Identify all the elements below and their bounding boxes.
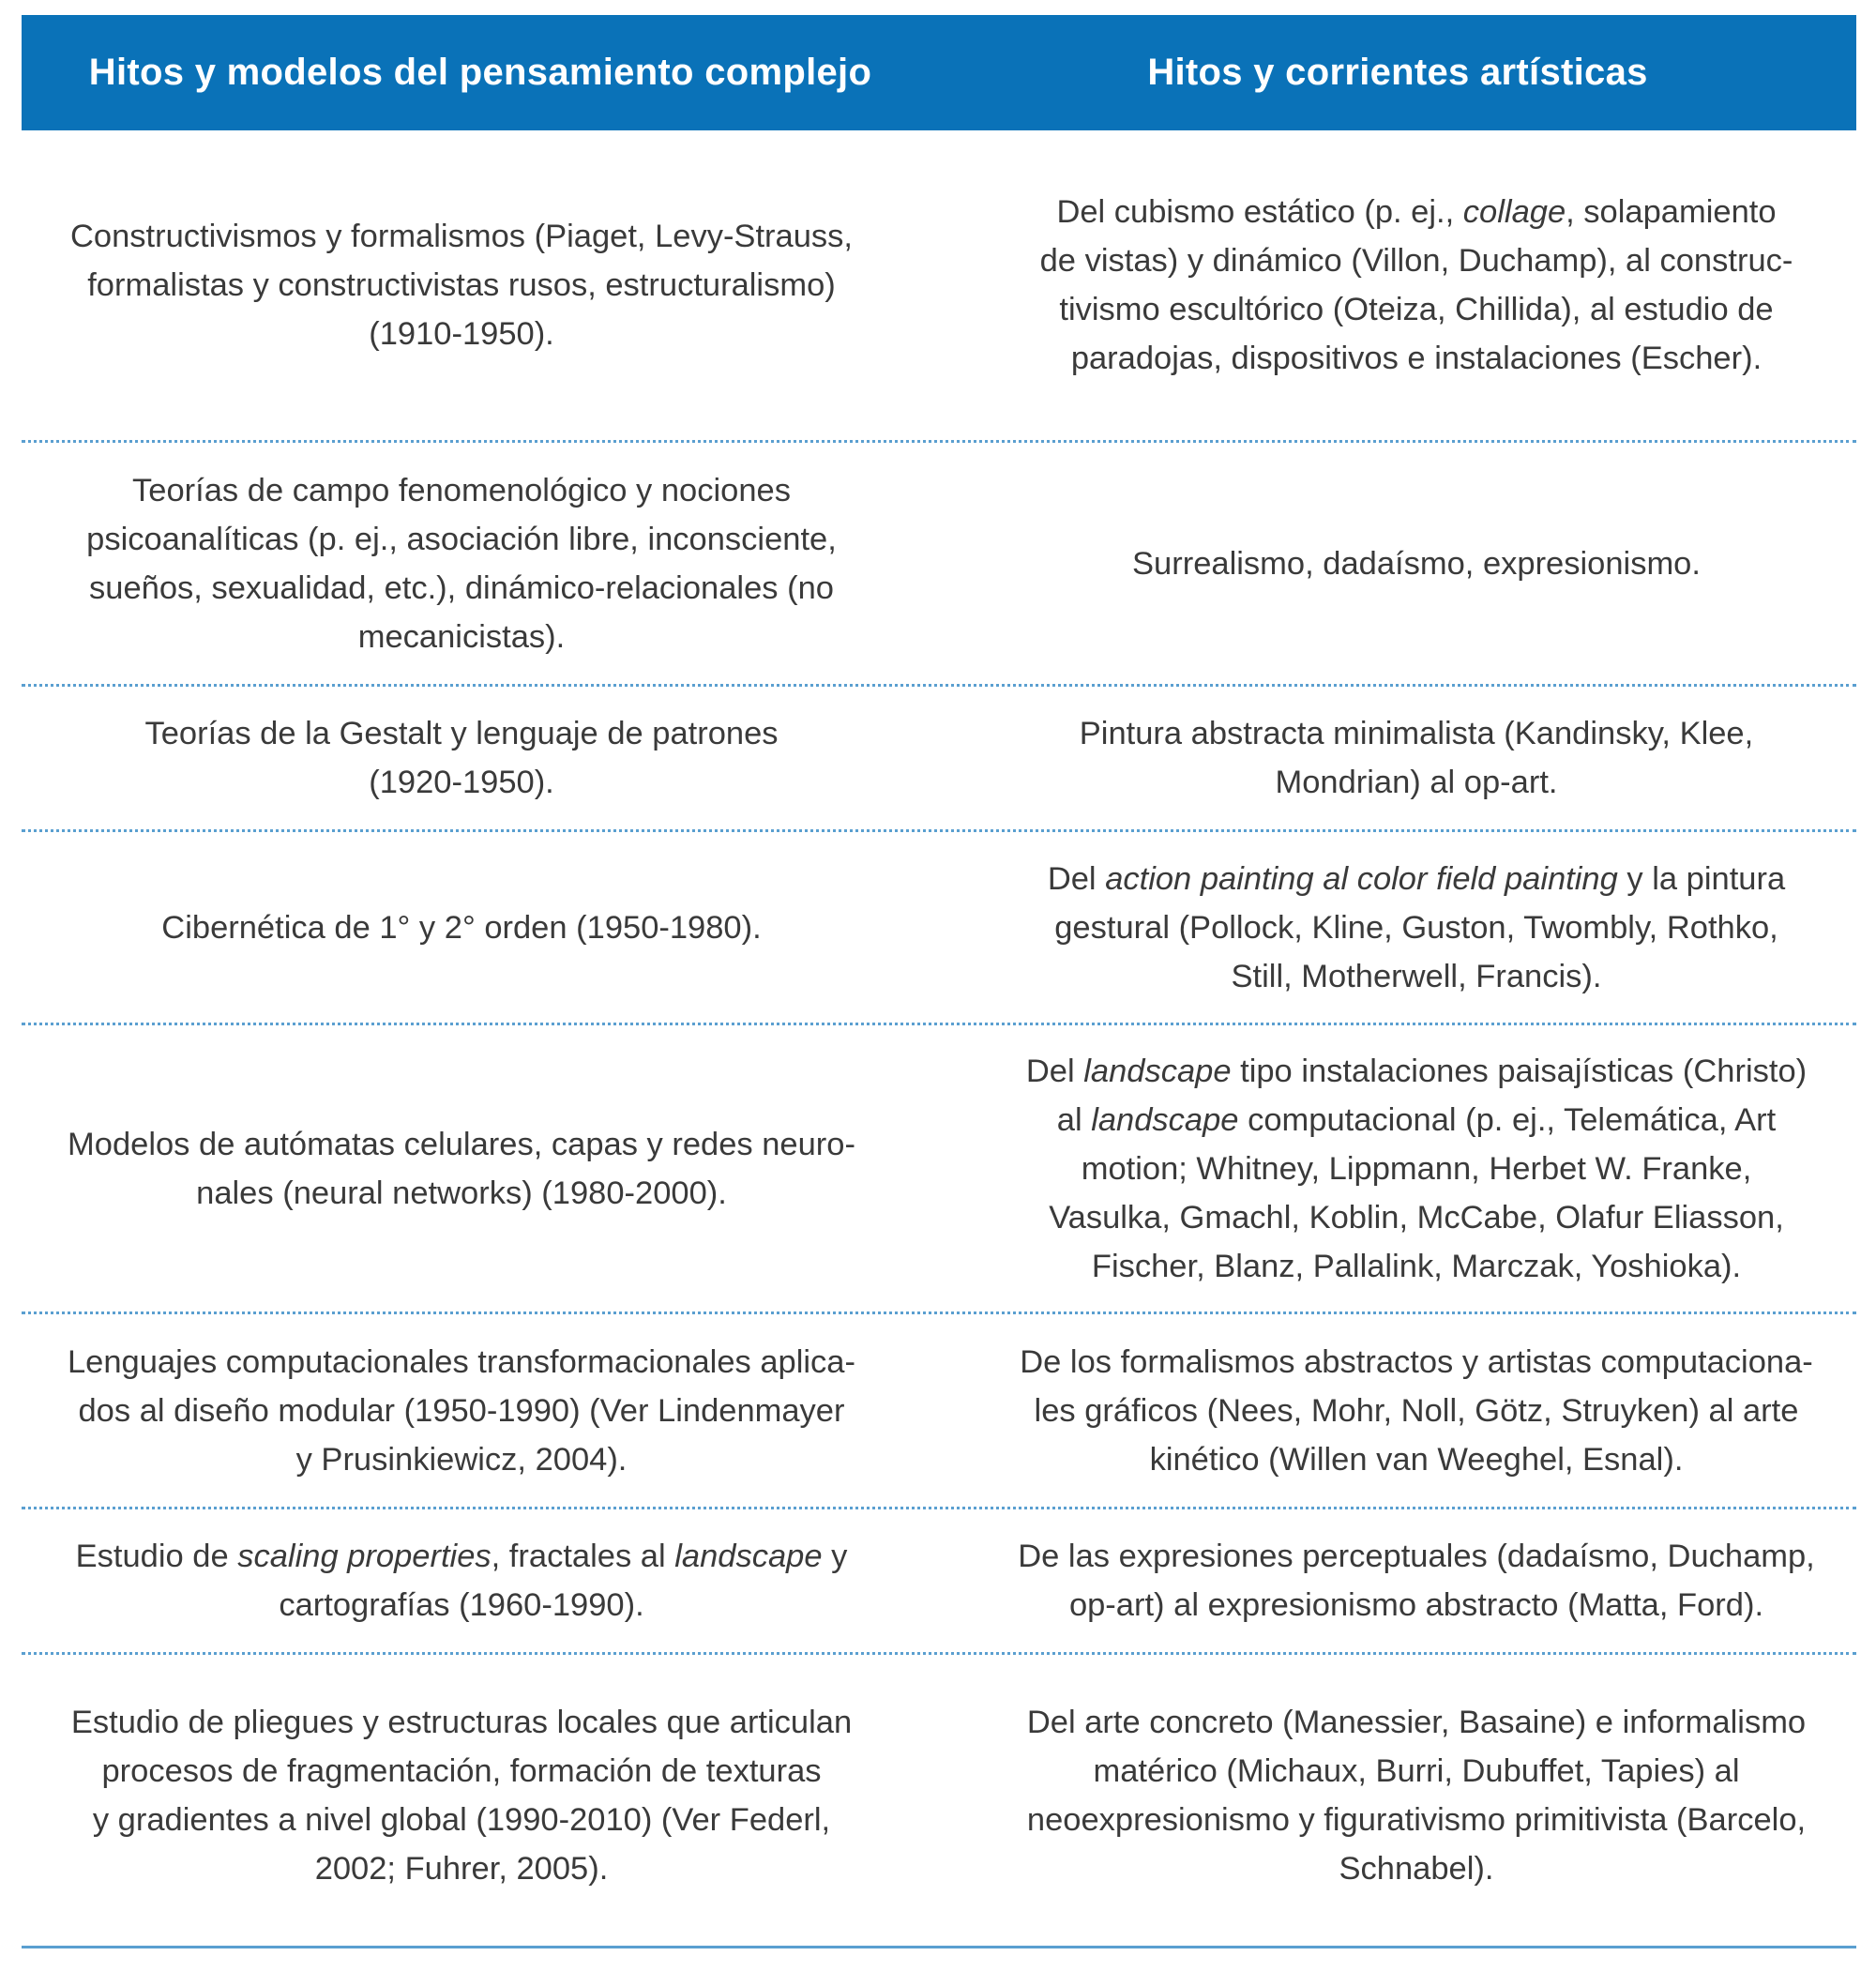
table-row [22, 1509, 1856, 1655]
table-row [22, 687, 1856, 832]
row-1-left [22, 212, 939, 358]
text-line: de vistas) y dinámico (Villon, Duchamp), al construc- [1039, 243, 1793, 279]
bottom-rule [22, 1946, 1856, 1948]
text-line: Lenguajes computacionales transformacionales aplica- [68, 1343, 855, 1380]
text-line: al landscape computacional (p. ej., Telemática, Art [1056, 1101, 1777, 1138]
text-line: Del landscape tipo instalaciones paisajísticas (Christo) [1025, 1053, 1808, 1089]
text-line: tivismo escultórico (Oteiza, Chillida), al estudio de [1059, 292, 1774, 327]
row-6-right [939, 1338, 1856, 1484]
text-line: Estudio de pliegues y estructuras locales que articulan [70, 1705, 853, 1740]
row-4-right [939, 855, 1856, 1001]
table-row [22, 1025, 1856, 1314]
text-line: kinético (Willen van Weeghel, Esnal). [1149, 1441, 1684, 1478]
row-2-left [22, 466, 939, 661]
table-row [22, 1314, 1856, 1509]
text-line: De las expresiones perceptuales (dadaísmo, Duchamp, [1018, 1539, 1815, 1574]
table-header [22, 15, 1856, 130]
row-8-left [22, 1698, 939, 1893]
text-line: Modelos de autómatas celulares, capas y redes neuro- [68, 1126, 855, 1162]
text-line: y Prusinkiewicz, 2004). [295, 1441, 628, 1478]
text-line: De los formalismos abstractos y artistas computaciona- [1020, 1343, 1813, 1380]
text-line: Vasulka, Gmachl, Koblin, McCabe, Olafur Eliasson, [1049, 1199, 1784, 1236]
text-line: cartografías (1960-1990). [279, 1587, 644, 1623]
text-line: Mondrian) al op-art. [1275, 765, 1558, 800]
row-5-left [22, 1120, 939, 1218]
text-line: Del action painting al color field painting y la pintura [1047, 860, 1786, 897]
table-row [22, 1655, 1856, 1936]
text-line: psicoanalíticas (p. ej., asociación libre, inconsciente, [86, 521, 837, 557]
row-8-right [939, 1698, 1856, 1893]
text-line: Cibernética de 1° y 2° orden (1950-1980). [161, 909, 762, 946]
text-line: dos al diseño modular (1950-1990) (Ver Lindenmayer [78, 1392, 845, 1429]
text-line: procesos de fragmentación, formación de texturas [101, 1753, 822, 1789]
row-5-right [939, 1047, 1856, 1291]
text-line: op-art) al expresionismo abstracto (Matta, Ford). [1068, 1587, 1764, 1623]
table-row [22, 832, 1856, 1025]
text-line: Del arte concreto (Manessier, Basaine) e informalismo [1026, 1705, 1807, 1740]
row-7-left [22, 1532, 939, 1630]
text-line: Pintura abstracta minimalista (Kandinsky, Klee, [1079, 716, 1754, 751]
text-line: motion; Whitney, Lippmann, Herbet W. Franke, [1081, 1150, 1752, 1187]
comparison-table [22, 15, 1856, 1887]
text-line: paradojas, dispositivos e instalaciones (Escher). [1070, 341, 1763, 376]
text-line: Constructivismos y formalismos (Piaget, Levy-Strauss, [70, 219, 853, 254]
text-line: sueños, sexualidad, etc.), dinámico-relacionales (no [89, 569, 834, 606]
text-line: Teorías de la Gestalt y lenguaje de patrones [144, 716, 779, 751]
row-2-right [939, 539, 1856, 588]
text-line: neoexpresionismo y figurativismo primitivista (Barcelo, [1026, 1802, 1807, 1838]
text-line: (1910-1950). [369, 316, 554, 352]
text-line: Estudio de scaling properties, fractales al landscape y [75, 1539, 848, 1574]
text-line: Del cubismo estático (p. ej., collage, solapamiento [1056, 194, 1777, 230]
row-3-left [22, 709, 939, 807]
row-7-right [939, 1532, 1856, 1630]
text-line: Surrealismo, dadaísmo, expresionismo. [1132, 545, 1701, 582]
text-line: les gráficos (Nees, Mohr, Noll, Götz, Struyken) al arte [1034, 1392, 1799, 1429]
text-line: y gradientes a nivel global (1990-2010) (Ver Federl, [92, 1802, 831, 1838]
text-line: gestural (Pollock, Kline, Guston, Twombly, Rothko, [1054, 909, 1778, 946]
text-line: Fischer, Blanz, Pallalink, Marczak, Yoshioka). [1091, 1248, 1742, 1284]
text-line: Still, Motherwell, Francis). [1231, 958, 1602, 994]
row-6-left [22, 1338, 939, 1484]
text-line: formalistas y constructivistas rusos, estructuralismo) [87, 267, 836, 303]
text-line: 2002; Fuhrer, 2005). [314, 1851, 609, 1887]
row-1-right [939, 188, 1856, 383]
row-3-right [939, 709, 1856, 807]
text-line: Schnabel). [1339, 1851, 1494, 1887]
text-line: nales (neural networks) (1980-2000). [196, 1175, 727, 1211]
table-row [22, 443, 1856, 687]
header-left: Hitos y modelos del pensamiento complejo [88, 52, 872, 93]
header-right: Hitos y corrientes artísticas [1147, 52, 1648, 93]
text-line: (1920-1950). [369, 765, 554, 800]
text-line: matérico (Michaux, Burri, Dubuffet, Tapies) al [1093, 1753, 1740, 1789]
text-line: mecanicistas). [357, 618, 566, 655]
row-4-left [22, 903, 939, 952]
text-line: Teorías de campo fenomenológico y nociones [132, 472, 791, 508]
table-row [22, 130, 1856, 443]
